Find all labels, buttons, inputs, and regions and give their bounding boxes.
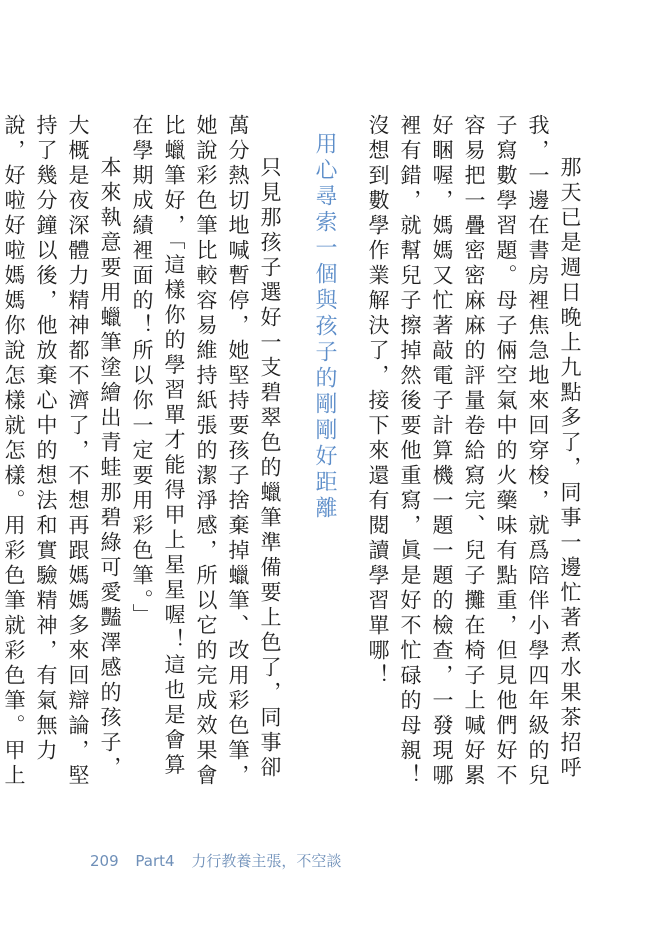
vertical-text-body	[2, 114, 586, 794]
paragraph-1: 那天已是週日晚上九點多了，同事一邊忙著煮水果茶招呼我，一邊在書房裡焦急地來回穿梭，就爲陪伴小學四年級的兒子寫數學習題。母子倆空氣中的火藥味有點重，但見他們好不容易把一疊密密麻麻的評量卷給寫完、兒子攤在椅子上喊好累好睏喔，媽媽又忙著敲電子計算機一題一題的檢查，一發現哪裡有錯，就幫兒子擦掉然後要他重寫，眞是好不忙碌的母親！沒想到數學作業解決了，接下來還有閱讀學習單哪！	[366, 114, 582, 789]
page-footer	[90, 850, 353, 871]
paragraph-3: 本來執意要用蠟筆塗繪出青蛙那碧綠可愛豔澤感的孩子，大概是夜深體力精神都不濟了，不想再跟媽媽多來回辯論，堅持了幾分鐘以後，他放棄心中的想法和實驗精神，有氣無力說，好啦好啦媽媽你說怎樣就怎樣。用彩色筆就彩色筆。甲上	[2, 114, 122, 789]
part-label: Part4	[135, 852, 175, 870]
page-number: 209	[90, 852, 119, 870]
section-heading: 用心尋索一個與孩子的剛剛好距離	[312, 132, 337, 522]
chapter-title: 力行教養主張，不空談	[191, 852, 342, 870]
paragraph-2: 只見那孩子選好一支碧翠色的蠟筆準備要上色了，同事卻萬分熱切地喊暫停，她堅持要孩子捨棄掉蠟筆、改用彩色筆，她說彩色筆比較容易維持紙張的潔淨感，所以它的完成效果會比蠟筆好，「這樣你的學習單才能得甲上星星喔！這也是會算在學期成績裡面的！所以你一定要用彩色筆。」	[130, 114, 282, 789]
